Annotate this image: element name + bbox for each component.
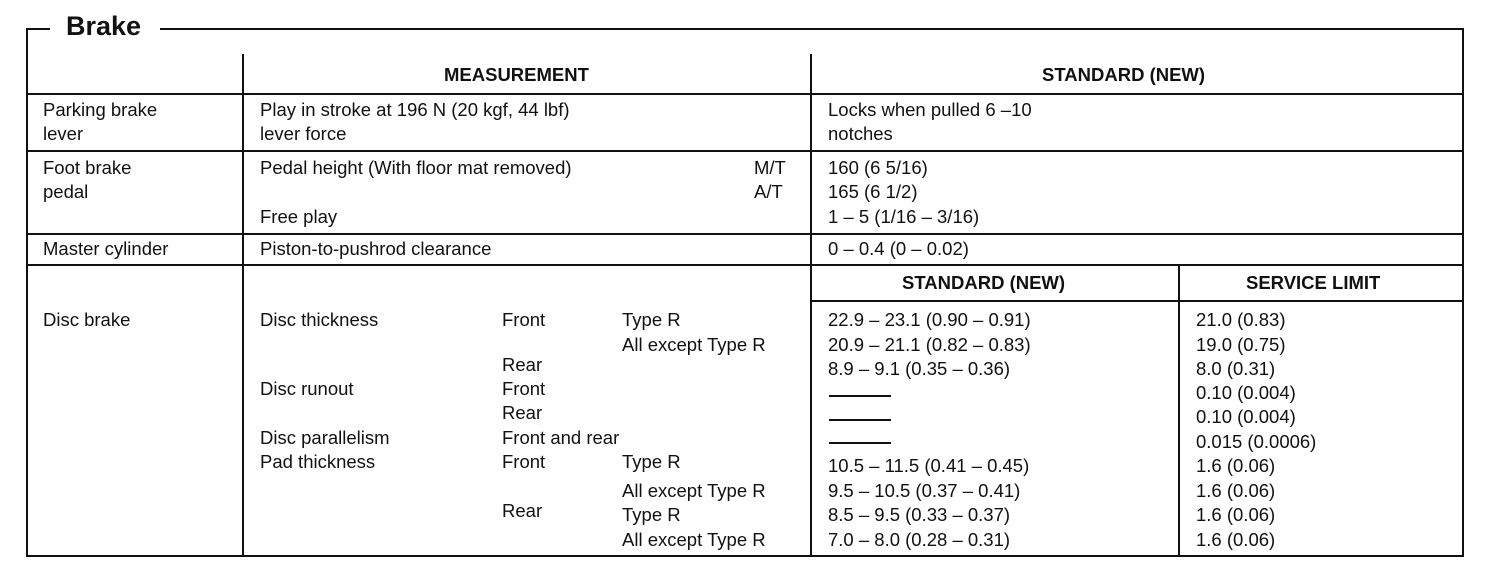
dt-front-all-except: All except Type R — [622, 334, 766, 355]
frame-top-right-line — [160, 28, 1464, 30]
frame-top-left-line — [26, 28, 50, 30]
runout-front-label: Front — [502, 378, 546, 399]
header-measurement: MEASUREMENT — [444, 64, 589, 85]
limit-pad-front-type-r: 1.6 (0.06) — [1196, 455, 1276, 476]
pad-thickness-label: Pad thickness — [260, 451, 376, 472]
master-standard: 0 – 0.4 (0 – 0.02) — [828, 238, 969, 259]
parking-item-line1: Parking brake — [43, 99, 158, 120]
std-pad-front-type-r: 10.5 – 11.5 (0.41 – 0.45) — [828, 455, 1030, 476]
row-divider-master — [26, 264, 1464, 266]
row-divider-header — [26, 93, 1464, 95]
runout-rear-label: Rear — [502, 402, 543, 423]
foot-pedal-height: Pedal height (With floor mat removed) — [260, 157, 572, 178]
std-parallelism-dash — [829, 442, 891, 444]
pad-front-label: Front — [502, 451, 546, 472]
pad-front-all-except: All except Type R — [622, 480, 766, 501]
dt-front-label: Front — [502, 309, 546, 330]
foot-free-play: Free play — [260, 206, 338, 227]
limit-dt-front-all-except: 19.0 (0.75) — [1196, 334, 1286, 355]
header-standard-new: STANDARD (NEW) — [1042, 64, 1206, 85]
foot-std-free-play: 1 – 5 (1/16 – 3/16) — [828, 206, 980, 227]
pad-rear-type-r: Type R — [622, 504, 681, 525]
pad-rear-all-except: All except Type R — [622, 529, 766, 550]
limit-dt-rear: 8.0 (0.31) — [1196, 358, 1276, 379]
limit-runout-front: 0.10 (0.004) — [1196, 382, 1296, 403]
col-divider-service-limit — [1178, 265, 1180, 556]
pad-rear-label: Rear — [502, 500, 543, 521]
master-measurement: Piston-to-pushrod clearance — [260, 238, 492, 259]
foot-mt-label: M/T — [754, 157, 786, 178]
disc-thickness-label: Disc thickness — [260, 309, 379, 330]
col-divider-standard — [810, 54, 812, 556]
dt-front-type-r: Type R — [622, 309, 681, 330]
std-runout-rear-dash — [829, 419, 891, 421]
parking-standard-line2: notches — [828, 123, 893, 144]
frame-right-border — [1462, 28, 1464, 556]
parking-standard-line1: Locks when pulled 6 –10 — [828, 99, 1032, 120]
parking-measurement-line2: lever force — [260, 123, 347, 144]
foot-at-label: A/T — [754, 181, 783, 202]
limit-parallelism: 0.015 (0.0006) — [1196, 431, 1317, 452]
limit-pad-rear-all-except: 1.6 (0.06) — [1196, 529, 1276, 550]
foot-item-line1: Foot brake — [43, 157, 132, 178]
pad-front-type-r: Type R — [622, 451, 681, 472]
foot-std-at: 165 (6 1/2) — [828, 181, 918, 202]
disc-item: Disc brake — [43, 309, 131, 330]
disc-parallelism-label: Disc parallelism — [260, 427, 390, 448]
disc-subheader-divider — [810, 300, 1464, 302]
std-dt-front-all-except: 20.9 – 21.1 (0.82 – 0.83) — [828, 334, 1031, 355]
foot-std-mt: 160 (6 5/16) — [828, 157, 928, 178]
std-dt-front-type-r: 22.9 – 23.1 (0.90 – 0.91) — [828, 309, 1031, 330]
disc-runout-label: Disc runout — [260, 378, 354, 399]
limit-runout-rear: 0.10 (0.004) — [1196, 406, 1296, 427]
parallelism-front-rear-label: Front and rear — [502, 427, 620, 448]
disc-header-service-limit: SERVICE LIMIT — [1246, 272, 1381, 293]
limit-pad-front-all-except: 1.6 (0.06) — [1196, 480, 1276, 501]
row-divider-foot — [26, 233, 1464, 235]
col-divider-item — [242, 54, 244, 556]
std-runout-front-dash — [829, 395, 891, 397]
limit-pad-rear-type-r: 1.6 (0.06) — [1196, 504, 1276, 525]
parking-item-line2: lever — [43, 123, 84, 144]
parking-measurement-line1: Play in stroke at 196 N (20 kgf, 44 lbf) — [260, 99, 570, 120]
foot-item-line2: pedal — [43, 181, 89, 202]
row-divider-parking — [26, 150, 1464, 152]
dt-rear-label: Rear — [502, 354, 543, 375]
frame-left-border — [26, 28, 28, 556]
master-item: Master cylinder — [43, 238, 169, 259]
std-pad-rear-all-except: 7.0 – 8.0 (0.28 – 0.31) — [828, 529, 1011, 550]
limit-dt-front-type-r: 21.0 (0.83) — [1196, 309, 1286, 330]
std-dt-rear: 8.9 – 9.1 (0.35 – 0.36) — [828, 358, 1011, 379]
std-pad-front-all-except: 9.5 – 10.5 (0.37 – 0.41) — [828, 480, 1021, 501]
section-title: Brake — [66, 11, 142, 41]
std-pad-rear-type-r: 8.5 – 9.5 (0.33 – 0.37) — [828, 504, 1011, 525]
disc-header-standard-new: STANDARD (NEW) — [902, 272, 1066, 293]
